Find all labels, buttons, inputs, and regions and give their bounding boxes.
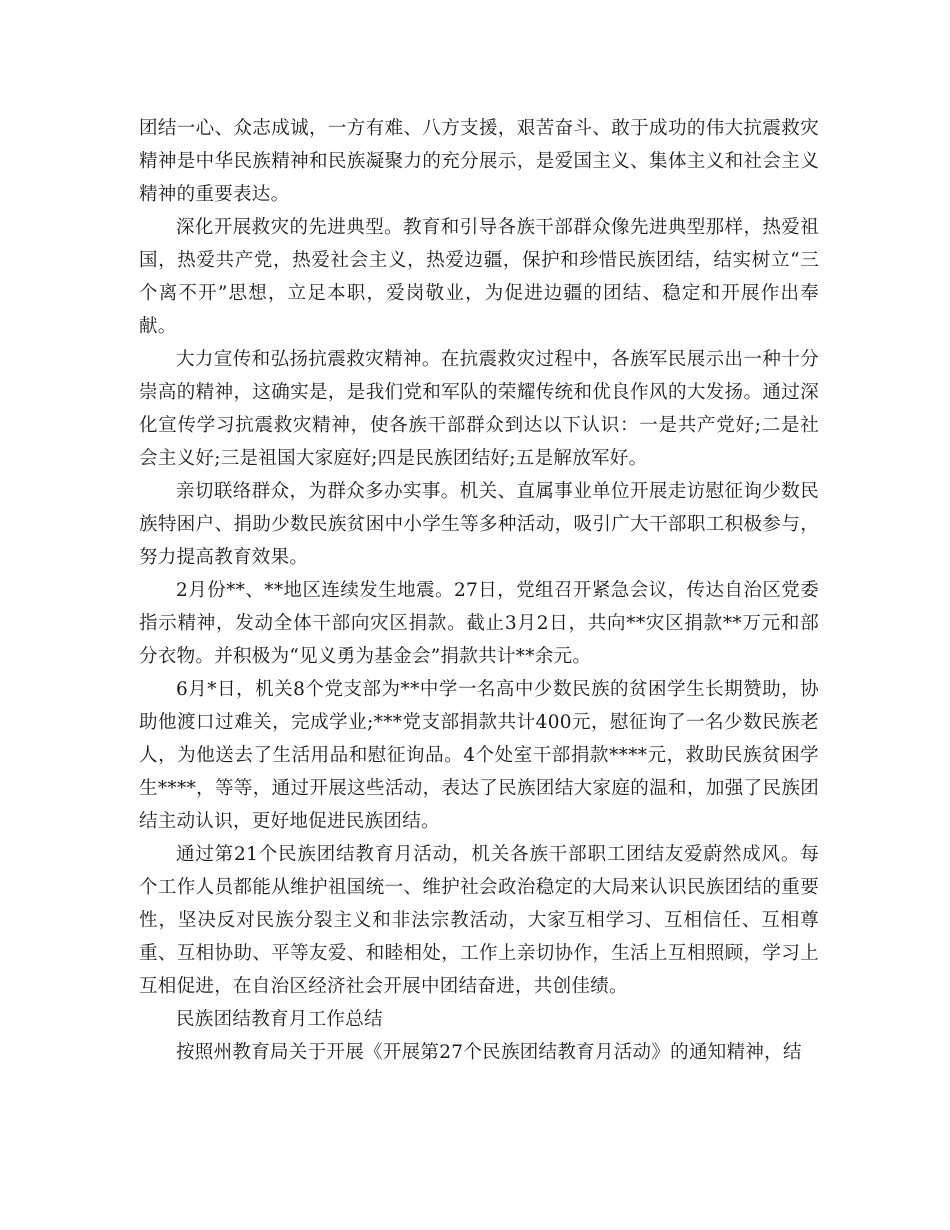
closing-paragraph: 按照州教育局关于开展《开展第27个民族团结教育月活动》的通知精神，结 xyxy=(176,1042,802,1063)
paragraph-1: 团结一心、众志成诚，一方有难、八方支援，艰苦奋斗、敢于成功的伟大抗震救灾精神是中华民族精神和民族凝聚力的充分展示，是爱国主义、集体主义和社会主义精神的重要表达。 xyxy=(139,118,819,205)
paragraph-6: 6月*日，机关8个党支部为**中学一名高中少数民族的贫困学生长期赞助，协助他渡口过难关，完成学业;***党支部捐款共计400元，慰征询了一名少数民族老人，为他送去了生活用品和慰征询品。4个处室干部捐款****元，救助民族贫困学生****，等等，通过开展这些活动，表达了民族团结大家庭的温和，加强了民族团结主动认识，更好地促进民族团结。 xyxy=(139,679,819,832)
paragraph-4: 亲切联络群众，为群众多办实事。机关、直属事业单位开展走访慰征询少数民族特困户、捐助少数民族贫困中小学生等多种活动，吸引广大干部职工积极参与，努力提高教育效果。 xyxy=(139,481,819,568)
paragraph-7: 通过第21个民族团结教育月活动，机关各族干部职工团结友爱蔚然成风。每个工作人员都能从维护祖国统一、维护社会政治稳定的大局来认识民族团结的重要性，坚决反对民族分裂主义和非法宗教活动，大家互相学习、互相信任、互相尊重、互相协助、平等友爱、和睦相处，工作上亲切协作，生活上互相照顾，学习上互相促进，在自治区经济社会开展中团结奋进，共创佳绩。 xyxy=(139,844,819,997)
paragraph-3: 大力宣传和弘扬抗震救灾精神。在抗震救灾过程中，各族军民展示出一种十分崇高的精神，这确实是，是我们党和军队的荣耀传统和优良作风的大发扬。通过深化宣传学习抗震救灾精神，使各族干部群众到达以下认识：一是共产党好;二是社会主义好;三是祖国大家庭好;四是民族团结好;五是解放军好。 xyxy=(139,349,819,469)
paragraph-2: 深化开展救灾的先进典型。教育和引导各族干部群众像先进典型那样，热爱祖国，热爱共产党，热爱社会主义，热爱边疆，保护和珍惜民族团结，结实树立“三个离不开”思想，立足本职，爱岗敬业，为促进边疆的团结、稳定和开展作出奉献。 xyxy=(139,217,819,337)
paragraph-5: 2月份**、**地区连续发生地震。27日，党组召开紧急会议，传达自治区党委指示精神，发动全体干部向灾区捐款。截止3月2日，共向**灾区捐款**万元和部分衣物。并积极为“见义勇为基金会”捐款共计**余元。 xyxy=(139,580,819,667)
section-heading: 民族团结教育月工作总结 xyxy=(176,1009,383,1030)
document-body xyxy=(139,112,819,1069)
